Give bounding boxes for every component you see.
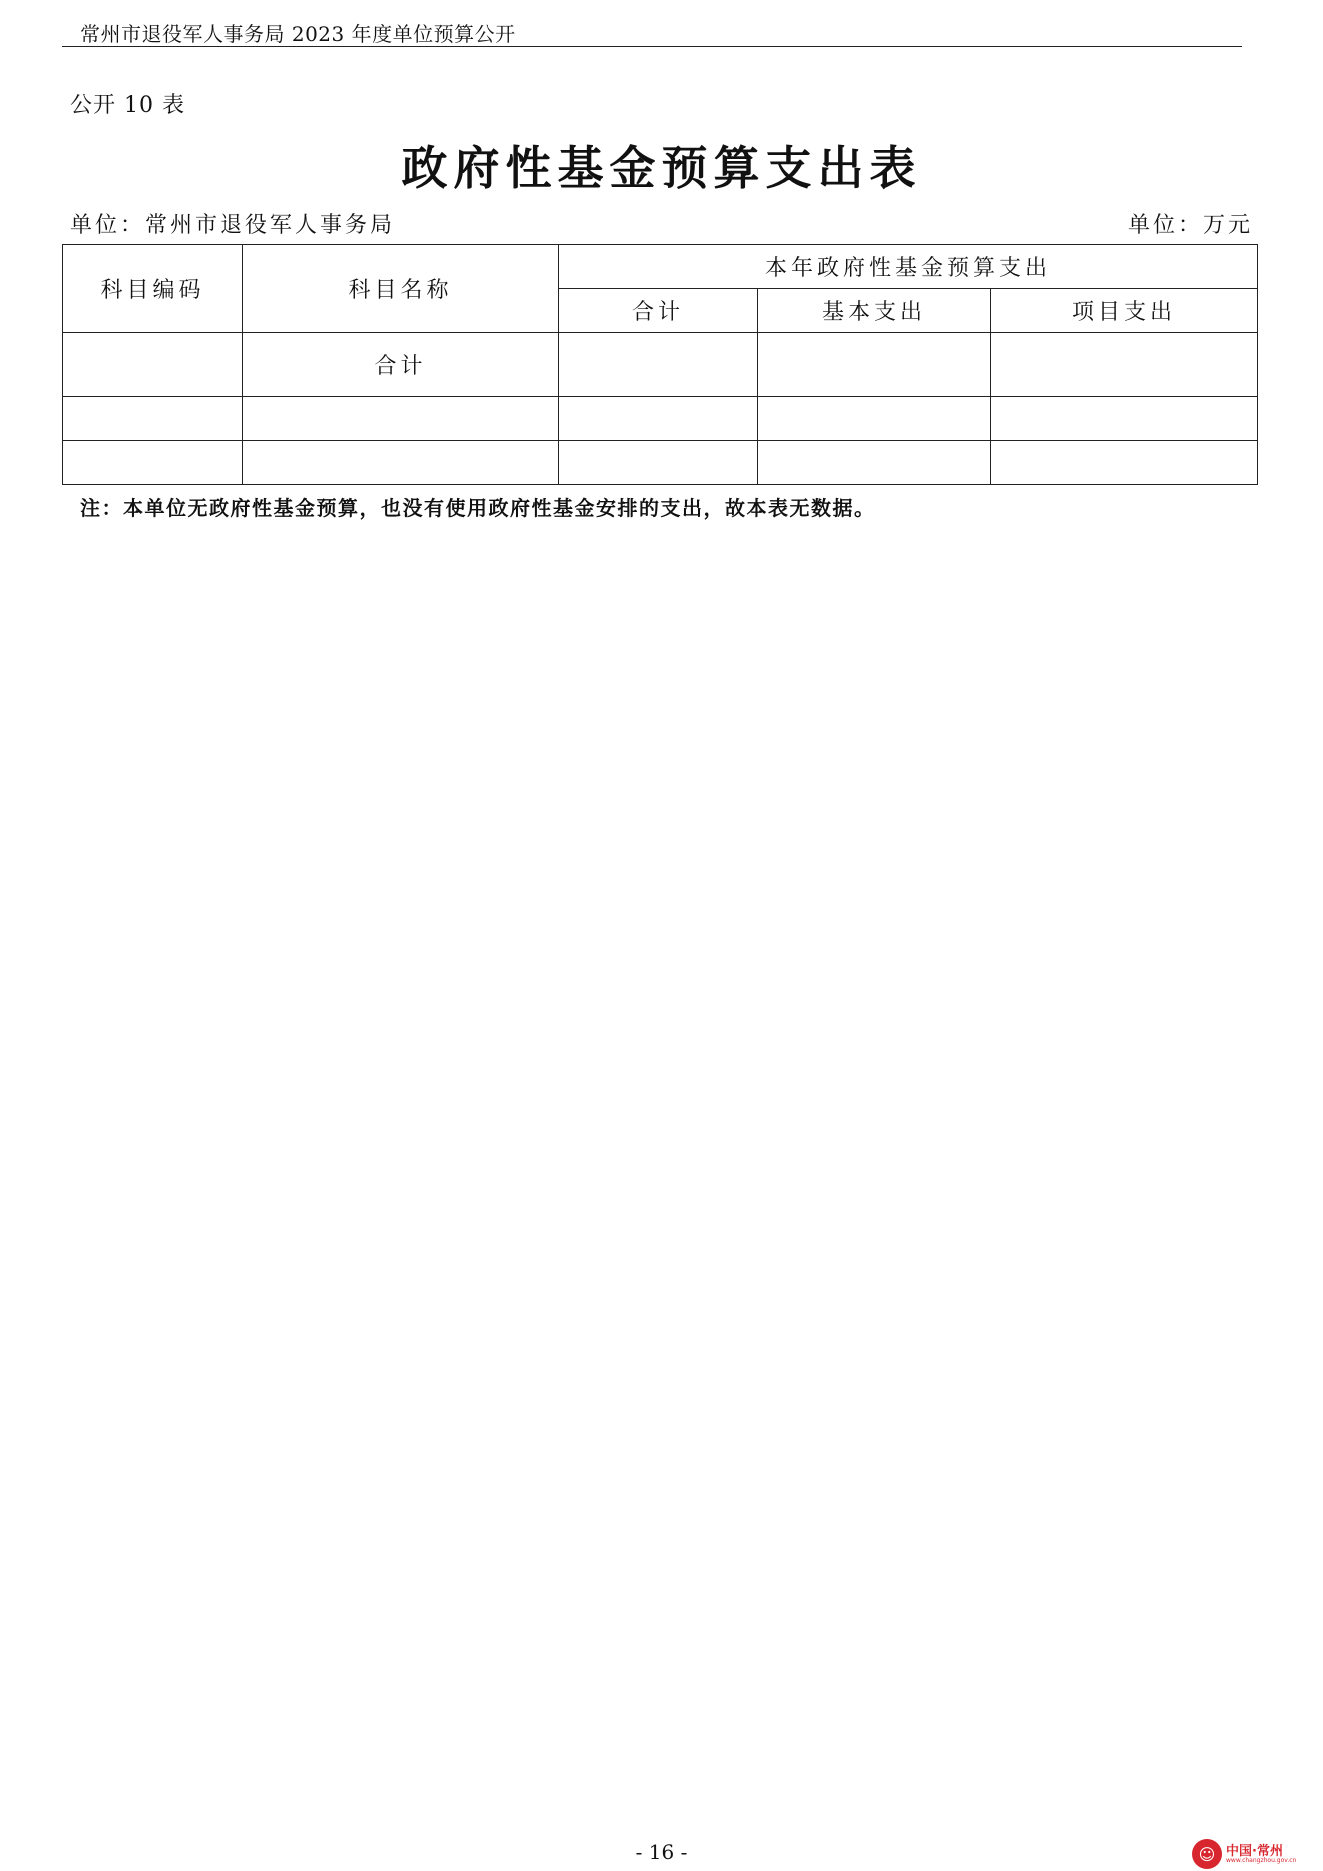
table-note: 注：本单位无政府性基金预算，也没有使用政府性基金安排的支出，故本表无数据。 <box>80 496 876 520</box>
cell-basic <box>758 333 991 397</box>
cell-code <box>63 397 243 441</box>
header-basic-expenditure: 基本支出 <box>758 289 991 333</box>
header-expenditure-group: 本年政府性基金预算支出 <box>559 245 1258 289</box>
cell-name <box>243 397 559 441</box>
cell-basic <box>758 397 991 441</box>
table-row <box>63 397 1258 441</box>
cell-project <box>991 397 1258 441</box>
page-number: - 16 - <box>635 1840 688 1864</box>
cell-total <box>559 397 758 441</box>
logo-text <box>1226 1845 1296 1864</box>
cell-total <box>559 333 758 397</box>
header-subject-code: 科目编码 <box>63 245 243 333</box>
cell-project <box>991 333 1258 397</box>
changzhou-logo-icon: ☺ <box>1192 1839 1222 1869</box>
logo-main-text: 中国·常州 <box>1226 1843 1283 1859</box>
header-project-expenditure: 项目支出 <box>991 289 1258 333</box>
table-header-row <box>63 245 1258 289</box>
cell-total <box>559 441 758 485</box>
header-divider <box>62 46 1242 47</box>
table-row <box>63 333 1258 397</box>
cell-project <box>991 441 1258 485</box>
document-title: 政府性基金预算支出表 <box>401 141 922 195</box>
unit-currency: 单位：万元 <box>1127 213 1253 238</box>
table-row <box>63 441 1258 485</box>
header-total: 合计 <box>559 289 758 333</box>
table-number: 公开 10 表 <box>70 93 185 118</box>
budget-table <box>62 244 1258 485</box>
cell-code <box>63 333 243 397</box>
logo-url-text: www.changzhou.gov.cn <box>1226 1856 1297 1864</box>
cell-name: 合计 <box>243 333 559 397</box>
header-subject-name: 科目名称 <box>243 245 559 333</box>
unit-organization: 单位：常州市退役军人事务局 <box>70 213 396 238</box>
cell-basic <box>758 441 991 485</box>
site-logo <box>1192 1838 1296 1870</box>
page-header: 常州市退役军人事务局 2023 年度单位预算公开 <box>80 22 516 46</box>
cell-code <box>63 441 243 485</box>
cell-name <box>243 441 559 485</box>
